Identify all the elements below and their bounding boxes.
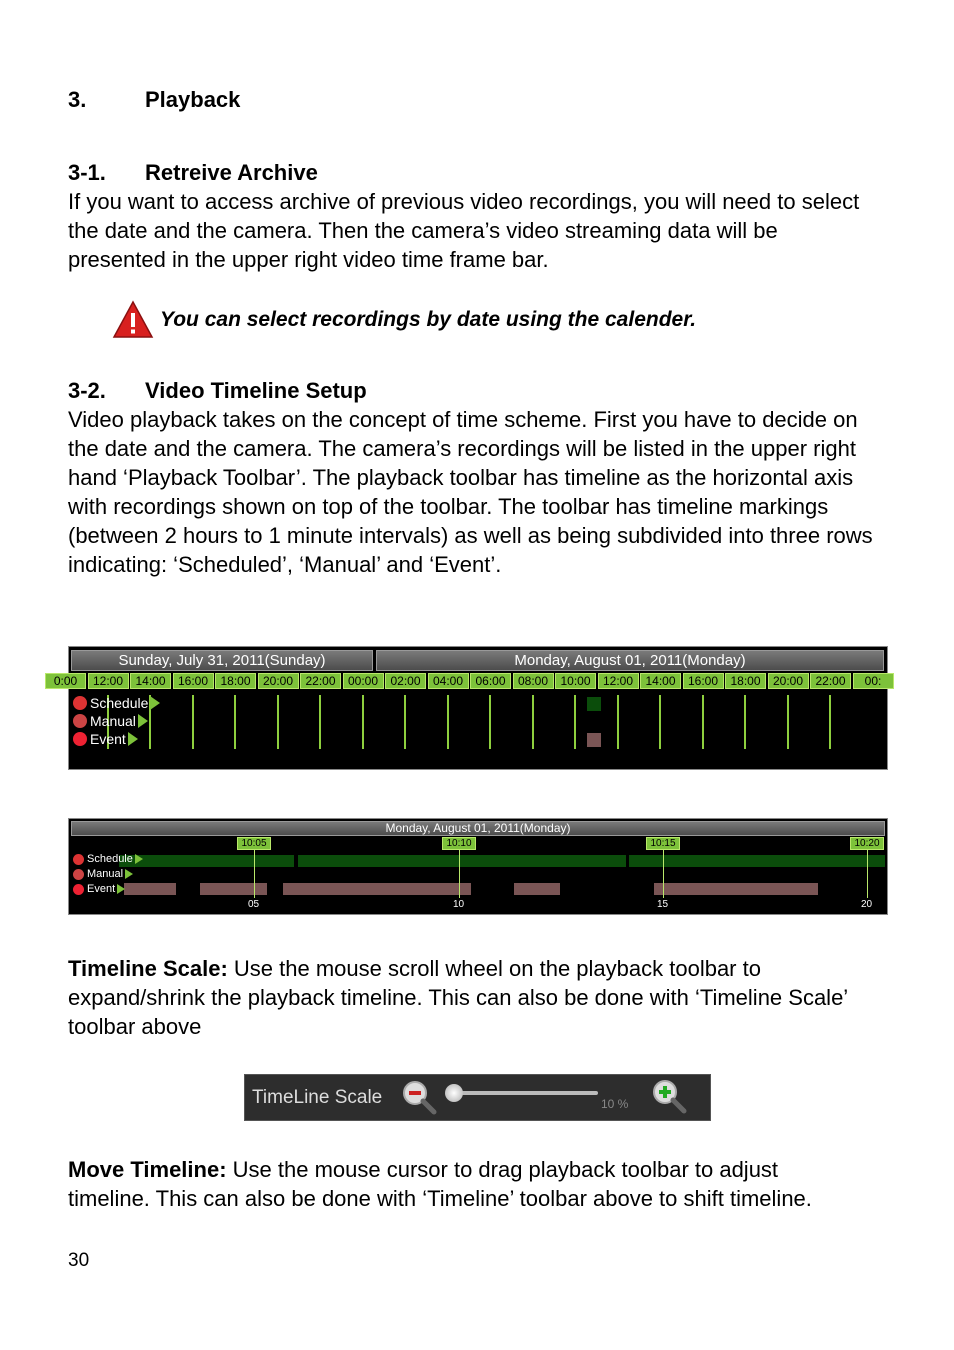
time-tick-label: 18:00: [725, 673, 766, 689]
time-tick-label: 0:00: [45, 673, 86, 689]
time-gridline: [192, 695, 194, 749]
time-tick-label: 10:20: [850, 837, 884, 850]
event-recording-bar-2[interactable]: [200, 883, 267, 895]
time-tick-label: 00:00: [343, 673, 384, 689]
time-gridline: [459, 850, 460, 898]
time-gridline: [447, 695, 449, 749]
event-recording-block[interactable]: [587, 733, 601, 747]
row-label-event: [73, 883, 125, 895]
time-tick-label: 00:: [853, 673, 894, 689]
manual-hand-icon: [73, 869, 84, 880]
paragraph-timeline: Video playback takes on the concept of time scheme. First you have to decide on the date and the camera. The camera’s recordings will be listed in the upper right hand ‘Playback Toolbar’. The playback toolbar has timeline as the horizontal axis with recordings shown on top of the toolbar. The toolbar has timeline markings (between 2 hours to 1 minute intervals) as well as being subdivided into three rows indicating: ‘Scheduled’, ‘Manual’ and ‘Event’.: [68, 407, 873, 577]
time-tick-label: 10:10: [442, 837, 476, 850]
time-gridline: [867, 850, 868, 898]
date-header-day1: Sunday, July 31, 2011(Sunday): [71, 650, 373, 671]
page-number: 30: [68, 1250, 90, 1271]
time-tick-label: 10:05: [237, 837, 271, 850]
row-label-schedule-text: Schedule: [87, 853, 133, 865]
move-timeline-label: Move Timeline:: [68, 1157, 227, 1182]
move-timeline-text: Use the mouse cursor to drag playback toolbar to adjust timeline. This can also be done with ‘Timeline’ toolbar above to shift timeline.: [68, 1157, 812, 1211]
subsection-title-2: Video Timeline Setup: [145, 378, 367, 403]
subsection-heading-2: [68, 376, 868, 405]
subsection-title-1: Retreive Archive: [145, 160, 318, 185]
row-label-schedule: [73, 853, 143, 865]
time-tick-label: 20:00: [768, 673, 809, 689]
time-tick-label: 04:00: [428, 673, 469, 689]
arrow-right-icon: [150, 696, 160, 710]
time-tick-label: 22:00: [810, 673, 851, 689]
timeline-scale-label: Timeline Scale:: [68, 956, 228, 981]
time-tick-label: 16:00: [683, 673, 724, 689]
time-tick-label: 12:00: [598, 673, 639, 689]
note-callout: [112, 300, 696, 340]
playback-toolbar-zoomed-view[interactable]: [68, 818, 888, 915]
event-bolt-icon: [73, 732, 87, 746]
zoom-in-icon[interactable]: [651, 1078, 687, 1114]
scale-percent: 10 %: [601, 1097, 629, 1111]
time-tick-label: 22:00: [300, 673, 341, 689]
time-tick-label: 12:00: [88, 673, 129, 689]
row-label-schedule: [73, 695, 160, 711]
paragraph-retrieve: If you want to access archive of previous video recordings, you will need to select the date and the camera. Then the camera’s video streaming data will be presented in the upper right video time frame bar.: [68, 189, 860, 272]
time-tick-label: 08:00: [513, 673, 554, 689]
event-recording-bar-4[interactable]: [514, 883, 560, 895]
minor-tick-label: 10: [453, 899, 465, 910]
row-label-manual-text: Manual: [90, 713, 136, 729]
row-label-event-text: Event: [87, 883, 116, 895]
time-gridline: [829, 695, 831, 749]
time-gridline: [319, 695, 321, 749]
time-gridline: [277, 695, 279, 749]
time-tick-row: [53, 673, 887, 690]
time-gridline: [744, 695, 746, 749]
timeline-scale-text: Use the mouse scroll wheel on the playback toolbar to expand/shrink the playback timeline. This can also be done with ‘Timeline Scale’ toolbar above: [68, 956, 848, 1039]
row-label-manual: [73, 713, 148, 729]
time-gridline: [254, 850, 255, 898]
event-bolt-icon: [73, 884, 84, 895]
section-title: Playback: [145, 87, 241, 112]
time-gridline: [659, 695, 661, 749]
time-tick-label: 14:00: [130, 673, 171, 689]
time-gridline: [234, 695, 236, 749]
subsection-heading-1: [68, 158, 868, 187]
schedule-recording-bar-2[interactable]: [298, 855, 626, 867]
timeline-scale-toolbar: [244, 1074, 711, 1121]
row-label-schedule-text: Schedule: [90, 695, 149, 711]
event-recording-bar-5[interactable]: [654, 883, 818, 895]
section-number: 3.: [68, 87, 87, 112]
schedule-recording-bar-1[interactable]: [119, 855, 294, 867]
arrow-right-icon: [138, 714, 148, 728]
schedule-check-icon: [73, 854, 84, 865]
date-header-day2: Monday, August 01, 2011(Monday): [376, 650, 884, 671]
time-gridline: [617, 695, 619, 749]
time-tick-label: 10:15: [646, 837, 680, 850]
scale-slider-knob[interactable]: [445, 1084, 463, 1102]
time-gridline: [532, 695, 534, 749]
time-gridline: [702, 695, 704, 749]
subsection-number-2: 3-2.: [68, 378, 106, 403]
date-header: Monday, August 01, 2011(Monday): [71, 821, 885, 836]
time-gridline: [574, 695, 576, 749]
playback-toolbar-day-view[interactable]: [53, 646, 888, 770]
paragraph-timeline-scale: [68, 954, 858, 1041]
row-label-manual: [73, 868, 133, 880]
arrow-right-icon: [128, 732, 138, 746]
schedule-recording-block[interactable]: [587, 697, 601, 711]
time-tick-label: 14:00: [640, 673, 681, 689]
time-tick-label: 18:00: [215, 673, 256, 689]
minor-tick-label: 20: [861, 899, 873, 910]
timeline-scale-title: TimeLine Scale: [252, 1087, 383, 1108]
time-tick-label: 16:00: [173, 673, 214, 689]
time-tick-label: 10:00: [555, 673, 596, 689]
time-tick-label: 06:00: [470, 673, 511, 689]
time-tick-label: 02:00: [385, 673, 426, 689]
schedule-recording-bar-3[interactable]: [629, 855, 885, 867]
zoom-out-icon[interactable]: [401, 1079, 437, 1115]
time-gridline: [787, 695, 789, 749]
minor-tick-label: 05: [248, 899, 260, 910]
arrow-right-icon: [135, 854, 143, 864]
time-gridline: [404, 695, 406, 749]
time-tick-label: 20:00: [258, 673, 299, 689]
time-gridline: [663, 850, 664, 898]
arrow-right-icon: [117, 884, 125, 894]
time-gridline: [489, 695, 491, 749]
event-recording-bar-3[interactable]: [283, 883, 471, 895]
scale-slider-track[interactable]: [450, 1091, 598, 1095]
time-gridline: [362, 695, 364, 749]
note-text: You can select recordings by date using the calender.: [160, 308, 697, 331]
manual-hand-icon: [73, 714, 87, 728]
warning-icon: [112, 300, 154, 340]
row-label-event: [73, 731, 138, 747]
event-recording-bar-1[interactable]: [124, 883, 176, 895]
arrow-right-icon: [125, 869, 133, 879]
section-heading: [68, 85, 868, 114]
minor-tick-label: 15: [657, 899, 669, 910]
paragraph-move-timeline: [68, 1155, 858, 1213]
subsection-number-1: 3-1.: [68, 160, 106, 185]
row-label-manual-text: Manual: [87, 868, 124, 880]
schedule-check-icon: [73, 696, 87, 710]
row-label-event-text: Event: [90, 731, 126, 747]
